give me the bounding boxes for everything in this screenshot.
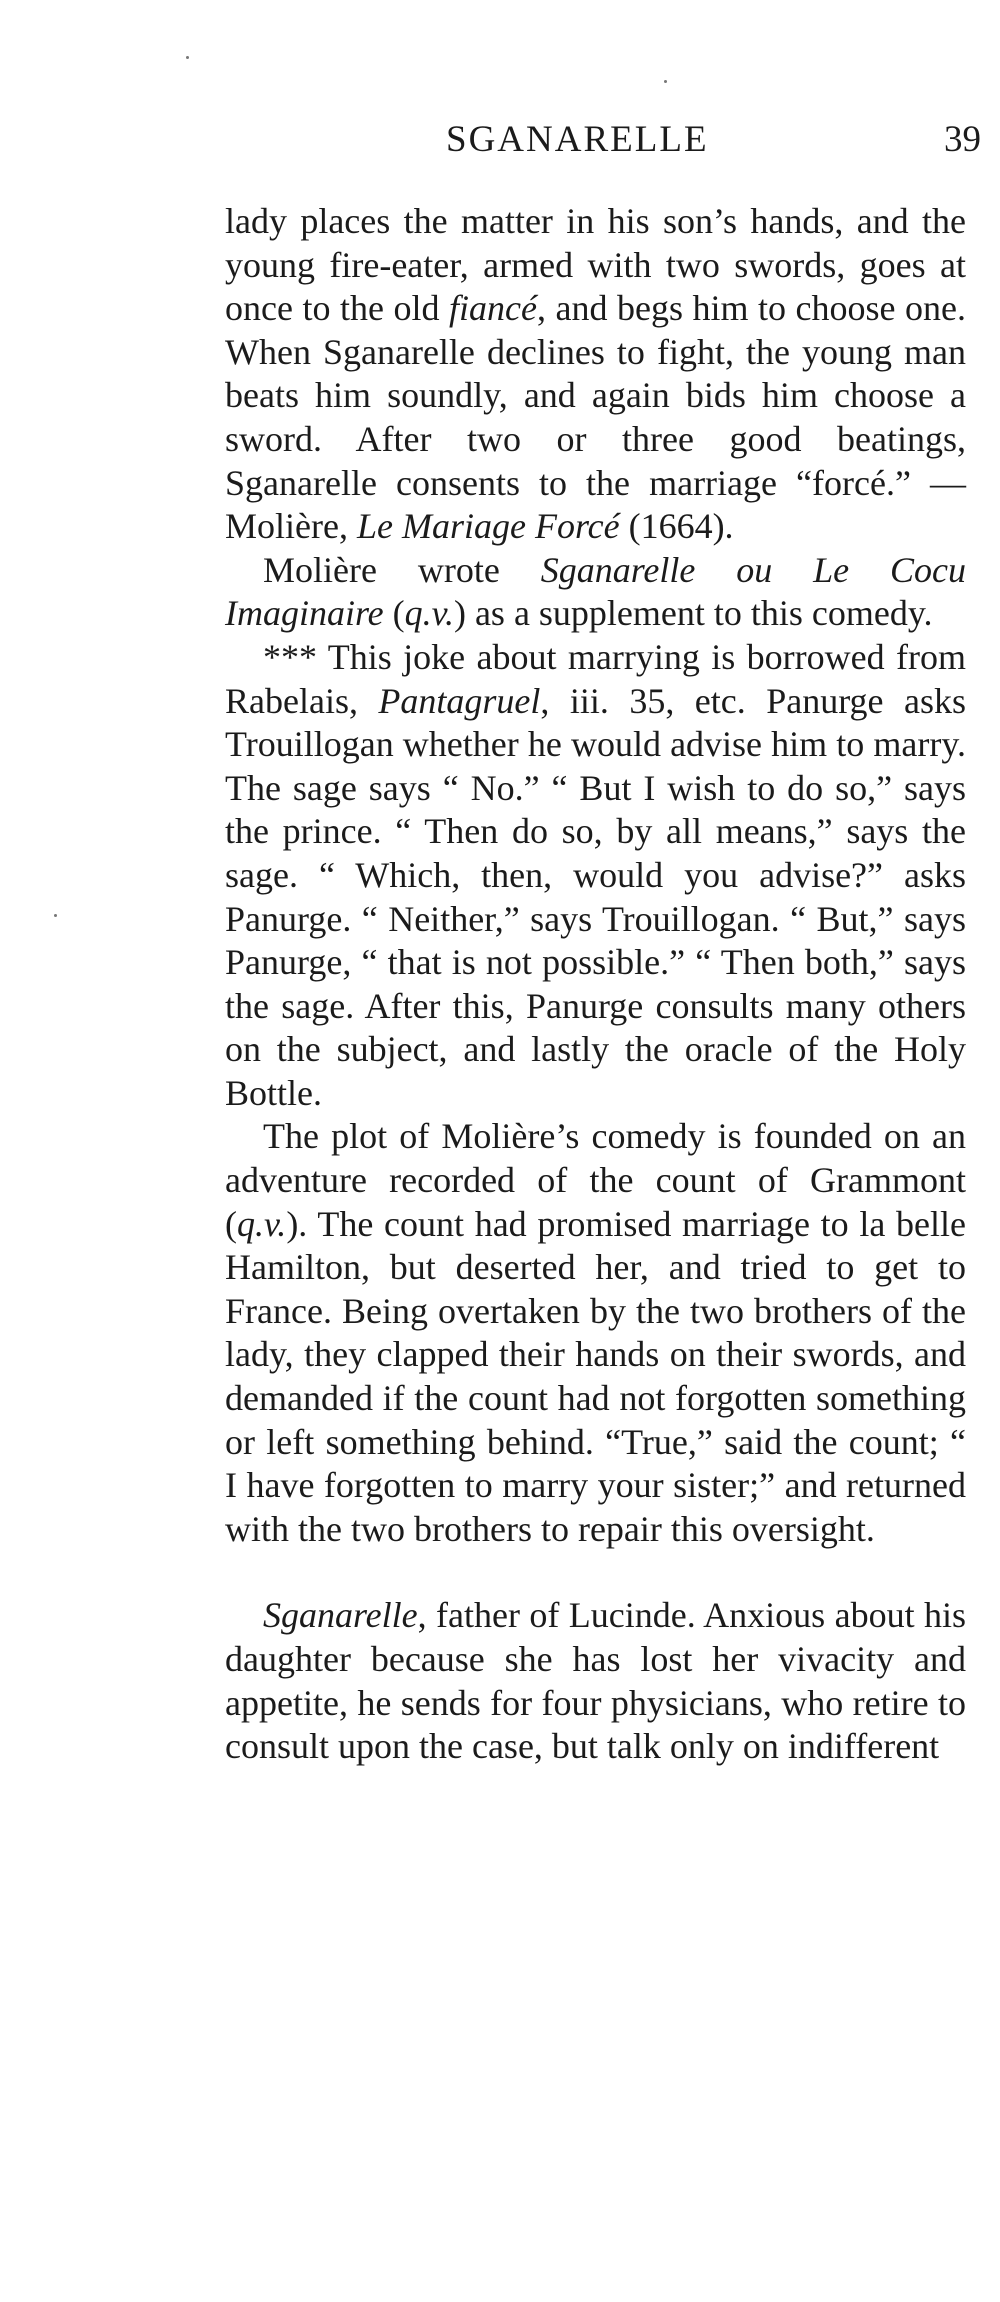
paragraph: The plot of Molière’s comedy is founded on an adventure recorded of the count of Grammont (q.v.). The count had promised marriage to la belle Hamilton, but deserted her, and tried to get to France. Being overtaken by the two brothers of the lady, they clapped their hands on their swords, and demanded if the count had not forgotten something or left something behind. “True,” said the count; “ I have forgotten to marry your sister;” and returned with the two brothers to repair this oversight. [225,1116,966,1549]
paragraph: Molière wrote Sganarelle ou Le Cocu Imaginaire (q.v.) as a supplement to this comedy. [225,549,966,634]
page-number: 39 [944,119,981,160]
paper-speck [664,80,667,83]
paper-speck [186,56,189,59]
running-header-title: SGANARELLE [446,119,709,160]
body-text [225,200,966,1769]
entry-paragraph: Sganarelle, father of Lucinde. Anxious about his daughter because she has lost her vivacity and appetite, he sends for four physicians, who retire to consult upon the case, but talk only on indifferent [225,1595,966,1767]
paragraph: *** This joke about marrying is borrowed from Rabelais, Pantagruel, iii. 35, etc. Panurge asks Trouillogan whether he would advise him to marry. The sage says “ No.” “ But I wish to do so,” says the prince. “ Then do so, by all means,” says the sage. “ Which, then, would you advise?” asks Panurge. “ Neither,” says Trouillogan. “ But,” says Panurge, “ that is not possible.” “ Then both,” says the sage. After this, Panurge consults many others on the subject, and lastly the oracle of the Holy Bottle. [225,636,966,1113]
paragraph: lady places the matter in his son’s hands, and the young fire-eater, armed with two swords, goes at once to the old fiancé, and begs him to choose one. When Sganarelle declines to fight, the young man beats him soundly, and again bids him choose a sword. After two or three good beatings, Sganarelle consents to the marriage “forcé.” — Molière, Le Mariage Forcé (1664). [225,201,966,547]
paper-speck [54,914,57,917]
